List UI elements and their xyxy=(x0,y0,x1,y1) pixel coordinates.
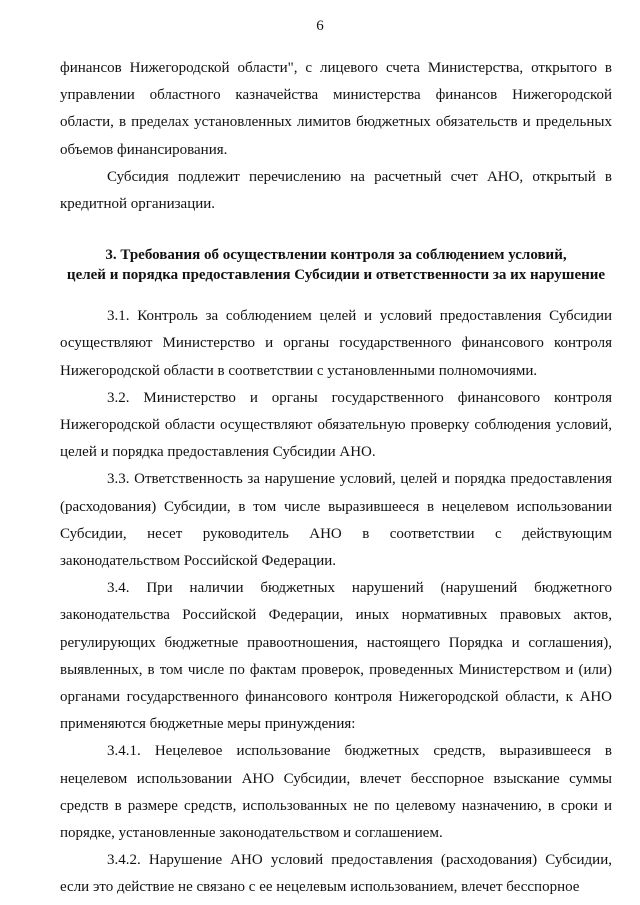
paragraph-3-2: 3.2. Министерство и органы государственного финансового контроля Нижегородской области осуществляют обязательную проверку соблюдения условий, целей и порядка предоставления Субсидии АНО. xyxy=(60,389,612,461)
paragraph-3-4-1: 3.4.1. Нецелевое использование бюджетных средств, выразившееся в нецелевом использовании АНО Субсидии, влечет бесспорное взыскание суммы средств в размере средств, использованных не по целевому назначению, в сроки и порядке, установленные законодательством и соглашением. xyxy=(60,743,612,842)
section-title-line-2: целей и порядка предоставления Субсидии и ответственности за их нарушение xyxy=(66,267,606,284)
paragraph-3-3: 3.3. Ответственность за нарушение условий, целей и порядка предоставления (расходования) Субсидии, в том числе выразившееся в нецелевом использовании Субсидии, несет руководитель АНО в соответствии с действующим законодательством Российской Федерации. xyxy=(60,471,612,570)
section-title-line-1: 3. Требования об осуществлении контроля за соблюдением условий, xyxy=(105,247,567,264)
paragraph-3-4: 3.4. При наличии бюджетных нарушений (нарушений бюджетного законодательства Российской Федерации, иных нормативных правовых актов, регулирующих бюджетные правоотношения, настоящего Порядка и соглашения), выявленных, в том числе по фактам проверок, проведенных Министерством и (или) органами государственного финансового контроля Нижегородской области, к АНО применяются бюджетные меры принуждения: xyxy=(60,580,612,733)
page-number: 6 xyxy=(316,18,324,34)
document-body xyxy=(60,55,612,902)
section-title xyxy=(60,245,612,285)
paragraph-subsidy-transfer: Субсидия подлежит перечислению на расчетный счет АНО, открытый в кредитной организации. xyxy=(60,168,612,213)
paragraph-continuation: финансов Нижегородской области", с лицевого счета Министерства, открытого в управлении областного казначейства министерства финансов Нижегородской области, в пределах установленных лимитов бюджетных обязательств и предельных объемов финансирования. xyxy=(60,60,612,158)
paragraph-3-4-2: 3.4.2. Нарушение АНО условий предоставления (расходования) Субсидии, если это действие не связано с ее нецелевым использованием, влечет бесспорное xyxy=(60,852,612,896)
paragraph-3-1: 3.1. Контроль за соблюдением целей и условий предоставления Субсидии осуществляют Министерство и органы государственного финансового контроля Нижегородской области в соответствии с установленными полномочиями. xyxy=(60,308,612,379)
